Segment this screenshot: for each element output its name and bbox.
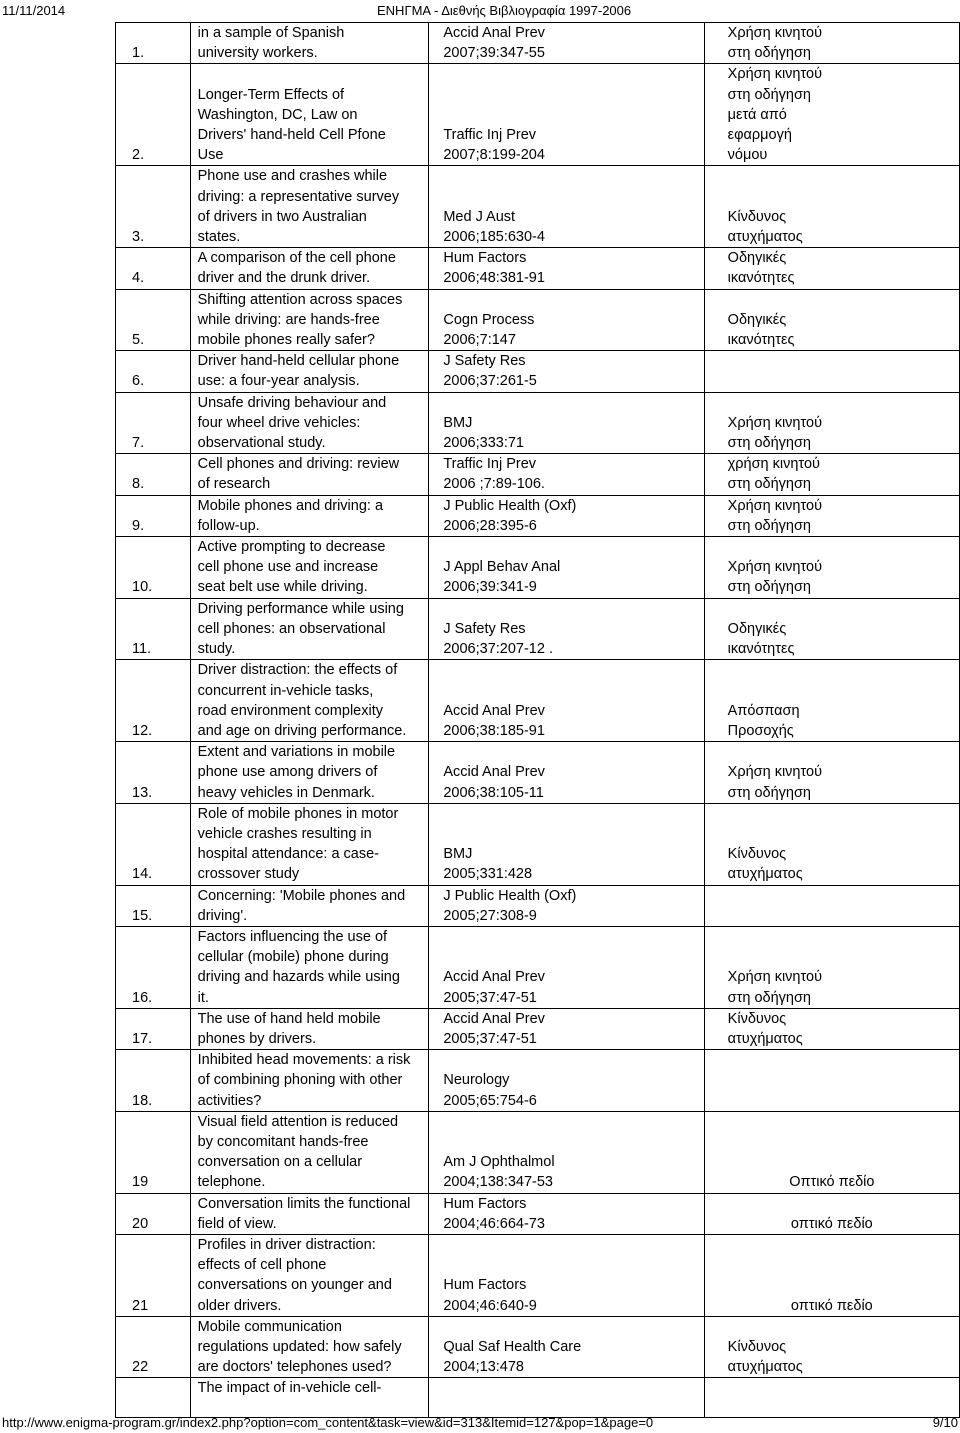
reference-title-line: mobile phones really safer? <box>197 332 375 349</box>
reference-keyword-line: Κίνδυνος <box>727 1010 787 1027</box>
reference-row <box>116 660 960 742</box>
reference-title-line: road environment complexity <box>197 702 383 719</box>
reference-title-line: are doctors' telephones used? <box>197 1359 392 1376</box>
reference-title-line: The use of hand held mobile <box>197 1010 381 1027</box>
reference-keyword <box>704 537 959 599</box>
reference-source-line: Hum Factors <box>443 1277 527 1294</box>
reference-title <box>190 351 429 392</box>
reference-title-line: Extent and variations in mobile <box>197 744 396 761</box>
reference-title-line: and age on driving performance. <box>197 722 407 739</box>
reference-keyword <box>704 392 959 454</box>
reference-source <box>429 495 704 536</box>
reference-source <box>429 248 704 289</box>
reference-source <box>429 64 704 166</box>
reference-row <box>116 803 960 885</box>
reference-source-line: J Appl Behav Anal <box>443 559 561 576</box>
reference-keyword-line: οπτικό πεδίο <box>790 1297 873 1314</box>
reference-title <box>190 289 429 351</box>
reference-row <box>116 454 960 495</box>
reference-keyword <box>704 660 959 742</box>
reference-keyword-line: ατυχήματος <box>727 866 803 883</box>
print-date: 11/11/2014 <box>2 3 66 18</box>
reference-keyword <box>704 166 959 248</box>
reference-title-line: Washington, DC, Law on <box>197 106 358 123</box>
reference-number: 6. <box>116 351 191 392</box>
reference-source <box>429 1008 704 1049</box>
reference-title-line: observational study. <box>197 435 326 452</box>
reference-keyword-line: Προσοχής <box>727 722 794 739</box>
reference-title <box>190 495 429 536</box>
reference-number: 3. <box>116 166 191 248</box>
reference-title-line: Role of mobile phones in motor <box>197 805 399 822</box>
reference-row <box>116 1234 960 1316</box>
reference-number: 4. <box>116 248 191 289</box>
reference-title-line: Phone use and crashes while <box>197 168 388 185</box>
reference-row <box>116 1316 960 1378</box>
reference-row <box>116 926 960 1008</box>
reference-title-line: Profiles in driver distraction: <box>197 1236 376 1253</box>
reference-keyword <box>704 1050 959 1112</box>
reference-source <box>429 454 704 495</box>
reference-title-line: Active prompting to decrease <box>197 539 386 556</box>
reference-source-line: J Safety Res <box>443 353 526 370</box>
reference-row <box>116 1008 960 1049</box>
reference-keyword-line: στη οδήγηση <box>727 476 811 493</box>
reference-row <box>116 537 960 599</box>
reference-title-line: seat belt use while driving. <box>197 579 368 596</box>
page-number: 9/10 <box>932 1415 958 1430</box>
reference-keyword <box>704 289 959 351</box>
reference-keyword-line: ικανότητες <box>727 270 795 287</box>
reference-title <box>190 660 429 742</box>
reference-keyword-line: στη οδήγηση <box>727 579 811 596</box>
reference-keyword-line: Κίνδυνος <box>727 208 787 225</box>
reference-number: 5. <box>116 289 191 351</box>
reference-row <box>116 742 960 804</box>
reference-keyword-line: Χρήση κινητού <box>727 497 822 514</box>
reference-title-line: while driving: are hands-free <box>197 311 380 328</box>
reference-source-line: 2005;65:754-6 <box>443 1092 537 1109</box>
reference-keyword-line: οπτικό πεδίο <box>790 1215 873 1232</box>
reference-title-line: heavy vehicles in Denmark. <box>197 784 375 801</box>
reference-source-line: Am J Ophthalmol <box>443 1154 555 1171</box>
reference-title-line: Factors influencing the use of <box>197 928 388 945</box>
reference-source-line: Accid Anal Prev <box>443 702 545 719</box>
reference-keyword-line: Απόσπαση <box>727 702 800 719</box>
reference-keyword-line: ικανότητες <box>727 641 795 658</box>
reference-title-line: Driver distraction: the effects of <box>197 662 398 679</box>
reference-number: 11. <box>116 598 191 660</box>
reference-title-line: driver and the drunk driver. <box>197 270 371 287</box>
reference-source <box>429 1234 704 1316</box>
reference-keyword-line: ικανότητες <box>727 332 795 349</box>
reference-title-line: conversations on younger and <box>197 1277 392 1294</box>
reference-title <box>190 926 429 1008</box>
reference-keyword <box>704 1008 959 1049</box>
reference-source-line: 2005;37:47-51 <box>443 1030 537 1047</box>
reference-source <box>429 289 704 351</box>
reference-number: 12. <box>116 660 191 742</box>
reference-number: 16. <box>116 926 191 1008</box>
reference-source <box>429 1316 704 1378</box>
reference-number: 10. <box>116 537 191 599</box>
reference-keyword-line: στη οδήγηση <box>727 435 811 452</box>
reference-source-line: J Public Health (Oxf) <box>443 497 577 514</box>
reference-source-line: 2005;37:47-51 <box>443 989 537 1006</box>
reference-title-line: activities? <box>197 1092 262 1109</box>
reference-number: 7. <box>116 392 191 454</box>
reference-source-line: 2004;46:664-73 <box>443 1215 545 1232</box>
reference-number: 19 <box>116 1111 191 1193</box>
reference-keyword <box>704 1193 959 1234</box>
reference-keyword-line: εφαρμογή <box>727 127 792 144</box>
reference-source-line: Traffic Inj Prev <box>443 456 537 473</box>
reference-row <box>116 289 960 351</box>
reference-title-line: The impact of in-vehicle cell- <box>197 1380 382 1397</box>
reference-source-line: 2004;46:640-9 <box>443 1297 537 1314</box>
reference-row <box>116 885 960 926</box>
reference-source-line: Cogn Process <box>443 311 535 328</box>
reference-keyword-line: Οδηγικές <box>727 620 787 637</box>
reference-number: 21 <box>116 1234 191 1316</box>
reference-row <box>116 64 960 166</box>
reference-source-line: 2006 ;7:89-106. <box>443 476 545 493</box>
reference-number: 14. <box>116 803 191 885</box>
reference-source-line: Accid Anal Prev <box>443 25 545 41</box>
bibliography-table <box>115 22 960 1418</box>
reference-keyword-line: χρήση κινητού <box>727 456 820 473</box>
reference-keyword-line: ατυχήματος <box>727 1359 803 1376</box>
reference-title <box>190 1050 429 1112</box>
reference-row <box>116 166 960 248</box>
reference-title-line: effects of cell phone <box>197 1257 327 1274</box>
reference-title-line: Driver hand-held cellular phone <box>197 353 400 370</box>
reference-keyword-line: στη οδήγηση <box>727 989 811 1006</box>
reference-source-line: 2006;333:71 <box>443 435 524 452</box>
reference-title-line: four wheel drive vehicles: <box>197 414 361 431</box>
reference-title <box>190 1111 429 1193</box>
reference-title-line: Shifting attention across spaces <box>197 291 403 308</box>
reference-title-line: Longer-Term Effects of <box>197 86 345 103</box>
reference-source-line: Accid Anal Prev <box>443 764 545 781</box>
reference-keyword <box>704 454 959 495</box>
reference-keyword <box>704 64 959 166</box>
reference-source-line: Traffic Inj Prev <box>443 127 537 144</box>
reference-keyword-line: Κίνδυνος <box>727 1339 787 1355</box>
reference-title-line: of combining phoning with other <box>197 1072 403 1089</box>
reference-title <box>190 885 429 926</box>
reference-source-line: 2006;37:207-12 . <box>443 641 553 658</box>
reference-source-line: 2006;28:395-6 <box>443 517 537 534</box>
reference-row <box>116 1050 960 1112</box>
reference-source-line: 2007;39:347-55 <box>443 45 545 62</box>
reference-keyword-line: ατυχήματος <box>727 1030 803 1047</box>
reference-keyword <box>704 248 959 289</box>
reference-keyword <box>704 926 959 1008</box>
reference-title-line: Inhibited head movements: a risk <box>197 1052 411 1069</box>
reference-keyword <box>704 598 959 660</box>
reference-keyword-line: Χρήση κινητού <box>727 66 822 83</box>
reference-title <box>190 742 429 804</box>
reference-title-line: A comparison of the cell phone <box>197 250 396 267</box>
reference-title-line: Unsafe driving behaviour and <box>197 394 387 411</box>
reference-source-line: 2005;331:428 <box>443 866 533 883</box>
reference-keyword-line: Οδηγικές <box>727 311 787 328</box>
reference-title-line: phone use among drivers of <box>197 764 378 781</box>
reference-title-line: telephone. <box>197 1174 266 1191</box>
reference-title-line: cellular (mobile) phone during <box>197 949 389 966</box>
reference-source <box>429 1193 704 1234</box>
reference-title <box>190 1193 429 1234</box>
reference-number: 18. <box>116 1050 191 1112</box>
reference-keyword-line: Χρήση κινητού <box>727 764 822 781</box>
reference-source-line: 2006;38:105-11 <box>443 784 544 801</box>
reference-number: 20 <box>116 1193 191 1234</box>
reference-title-line: hospital attendance: a case- <box>197 846 379 863</box>
reference-source-line: BMJ <box>443 414 473 431</box>
reference-row <box>116 23 960 64</box>
reference-title-line: driving: a representative survey <box>197 188 400 205</box>
reference-source-line: 2006;48:381-91 <box>443 270 545 287</box>
reference-title-line: in a sample of Spanish <box>197 25 345 41</box>
reference-source-line: 2006;7:147 <box>443 332 516 349</box>
reference-title <box>190 23 429 64</box>
reference-title-line: Concerning: 'Mobile phones and <box>197 887 406 904</box>
page-url: http://www.enigma-program.gr/index2.php?option=com_content&task=view&id=313&Itemid=127&pop=1&page=0 <box>2 1415 654 1430</box>
reference-source-line: 2006;185:630-4 <box>443 229 545 246</box>
reference-keyword <box>704 803 959 885</box>
reference-title <box>190 1234 429 1316</box>
reference-title-line: older drivers. <box>197 1297 282 1314</box>
reference-title-line: cell phone use and increase <box>197 559 379 576</box>
print-footer <box>0 1413 960 1433</box>
reference-number: 1. <box>116 23 191 64</box>
reference-keyword-line: στη οδήγηση <box>727 517 811 534</box>
reference-source-line: Accid Anal Prev <box>443 969 545 986</box>
reference-keyword-line: Χρήση κινητού <box>727 969 822 986</box>
reference-source <box>429 803 704 885</box>
reference-title-line: Visual field attention is reduced <box>197 1113 399 1130</box>
reference-title <box>190 166 429 248</box>
reference-keyword-line: Χρήση κινητού <box>727 559 822 576</box>
reference-title <box>190 537 429 599</box>
document-title: ΕΝΗΓΜΑ - Διεθνής Βιβλιογραφία 1997-2006 <box>377 3 632 18</box>
reference-source-line: 2004;13:478 <box>443 1359 524 1376</box>
reference-source-line: BMJ <box>443 846 473 863</box>
reference-number: 13. <box>116 742 191 804</box>
reference-source-line: Hum Factors <box>443 1195 527 1212</box>
reference-keyword-line: στη οδήγηση <box>727 45 811 62</box>
reference-title-line: regulations updated: how safely <box>197 1339 402 1355</box>
reference-keyword-line: Χρήση κινητού <box>727 414 822 431</box>
print-header <box>0 0 960 22</box>
reference-title-line: Mobile communication <box>197 1318 342 1335</box>
reference-keyword <box>704 1316 959 1378</box>
reference-number <box>116 1378 191 1418</box>
reference-title-line: crossover study <box>197 866 300 883</box>
reference-keyword-line: νόμου <box>727 147 768 164</box>
reference-title-line: cell phones: an observational <box>197 620 386 637</box>
reference-keyword-line: στη οδήγηση <box>727 784 811 801</box>
reference-source-line: 2006;39:341-9 <box>443 579 537 596</box>
reference-source <box>429 926 704 1008</box>
reference-source <box>429 23 704 64</box>
reference-title <box>190 248 429 289</box>
reference-title <box>190 1008 429 1049</box>
reference-source <box>429 1111 704 1193</box>
reference-number: 17. <box>116 1008 191 1049</box>
reference-row <box>116 392 960 454</box>
reference-title-line: phones by drivers. <box>197 1030 317 1047</box>
reference-row <box>116 495 960 536</box>
reference-title-line: by concomitant hands-free <box>197 1133 369 1150</box>
reference-number: 22 <box>116 1316 191 1378</box>
reference-row <box>116 598 960 660</box>
reference-number: 2. <box>116 64 191 166</box>
reference-row <box>116 1111 960 1193</box>
reference-title <box>190 392 429 454</box>
reference-source-line: Hum Factors <box>443 250 527 267</box>
reference-source-line: Qual Saf Health Care <box>443 1339 582 1355</box>
reference-row <box>116 351 960 392</box>
reference-title <box>190 64 429 166</box>
reference-row <box>116 1378 960 1418</box>
reference-title <box>190 1378 429 1418</box>
reference-title <box>190 598 429 660</box>
reference-row <box>116 248 960 289</box>
reference-keyword <box>704 351 959 392</box>
reference-source-line: J Safety Res <box>443 620 526 637</box>
reference-title-line: vehicle crashes resulting in <box>197 825 372 842</box>
reference-number: 9. <box>116 495 191 536</box>
reference-source-line: Neurology <box>443 1072 510 1089</box>
reference-title-line: use: a four-year analysis. <box>197 373 360 390</box>
reference-title-line: Mobile phones and driving: a <box>197 497 384 514</box>
bibliography-rows <box>116 23 960 1418</box>
reference-source <box>429 537 704 599</box>
reference-source-line: J Public Health (Oxf) <box>443 887 577 904</box>
reference-title-line: conversation on a cellular <box>197 1154 363 1171</box>
reference-keyword-line: στη οδήγηση <box>727 86 811 103</box>
reference-source <box>429 1050 704 1112</box>
reference-title <box>190 454 429 495</box>
reference-title-line: field of view. <box>197 1215 277 1232</box>
reference-title-line: Drivers' hand-held Cell Pfone <box>197 127 386 144</box>
reference-number: 15. <box>116 885 191 926</box>
reference-keyword-line: Χρήση κινητού <box>727 25 822 41</box>
reference-title-line: Conversation limits the functional <box>197 1195 411 1212</box>
reference-keyword <box>704 885 959 926</box>
reference-source <box>429 166 704 248</box>
reference-source-line: 2006;37:261-5 <box>443 373 537 390</box>
reference-title-line: concurrent in-vehicle tasks, <box>197 682 374 699</box>
reference-source <box>429 351 704 392</box>
reference-title-line: Cell phones and driving: review <box>197 456 400 473</box>
reference-title-line: it. <box>197 989 209 1006</box>
reference-keyword-line: ατυχήματος <box>727 229 803 246</box>
reference-title-line: states. <box>197 229 241 246</box>
reference-source-line: 2006;38:185-91 <box>443 722 545 739</box>
reference-keyword <box>704 495 959 536</box>
reference-title-line: Driving performance while using <box>197 600 404 617</box>
reference-title-line: university workers. <box>197 45 318 62</box>
reference-source <box>429 660 704 742</box>
reference-source-line: 2004;138:347-53 <box>443 1174 553 1191</box>
reference-keyword-line: Οδηγικές <box>727 250 787 267</box>
reference-title-line: of research <box>197 476 271 493</box>
reference-number: 8. <box>116 454 191 495</box>
reference-source-line: 2005;27:308-9 <box>443 907 537 924</box>
reference-source <box>429 885 704 926</box>
reference-source <box>429 392 704 454</box>
reference-keyword <box>704 1234 959 1316</box>
reference-keyword-line: μετά από <box>727 106 787 123</box>
reference-row <box>116 1193 960 1234</box>
reference-source <box>429 598 704 660</box>
reference-title <box>190 803 429 885</box>
reference-title-line: driving and hazards while using <box>197 969 400 986</box>
reference-source-line: Accid Anal Prev <box>443 1010 545 1027</box>
reference-source <box>429 1378 704 1418</box>
reference-keyword <box>704 742 959 804</box>
reference-source <box>429 742 704 804</box>
reference-title-line: driving'. <box>197 907 248 924</box>
reference-keyword <box>704 1111 959 1193</box>
reference-title-line: Use <box>197 147 224 164</box>
reference-keyword-line: Οπτικό πεδίο <box>789 1174 875 1191</box>
reference-source-line: 2007;8:199-204 <box>443 147 545 164</box>
reference-title-line: follow-up. <box>197 517 260 534</box>
reference-title-line: study. <box>197 641 236 658</box>
reference-keyword <box>704 1378 959 1418</box>
reference-title <box>190 1316 429 1378</box>
reference-source-line: Med J Aust <box>443 208 516 225</box>
reference-title-line: of drivers in two Australian <box>197 208 367 225</box>
reference-keyword <box>704 23 959 64</box>
reference-keyword-line: Κίνδυνος <box>727 846 787 863</box>
